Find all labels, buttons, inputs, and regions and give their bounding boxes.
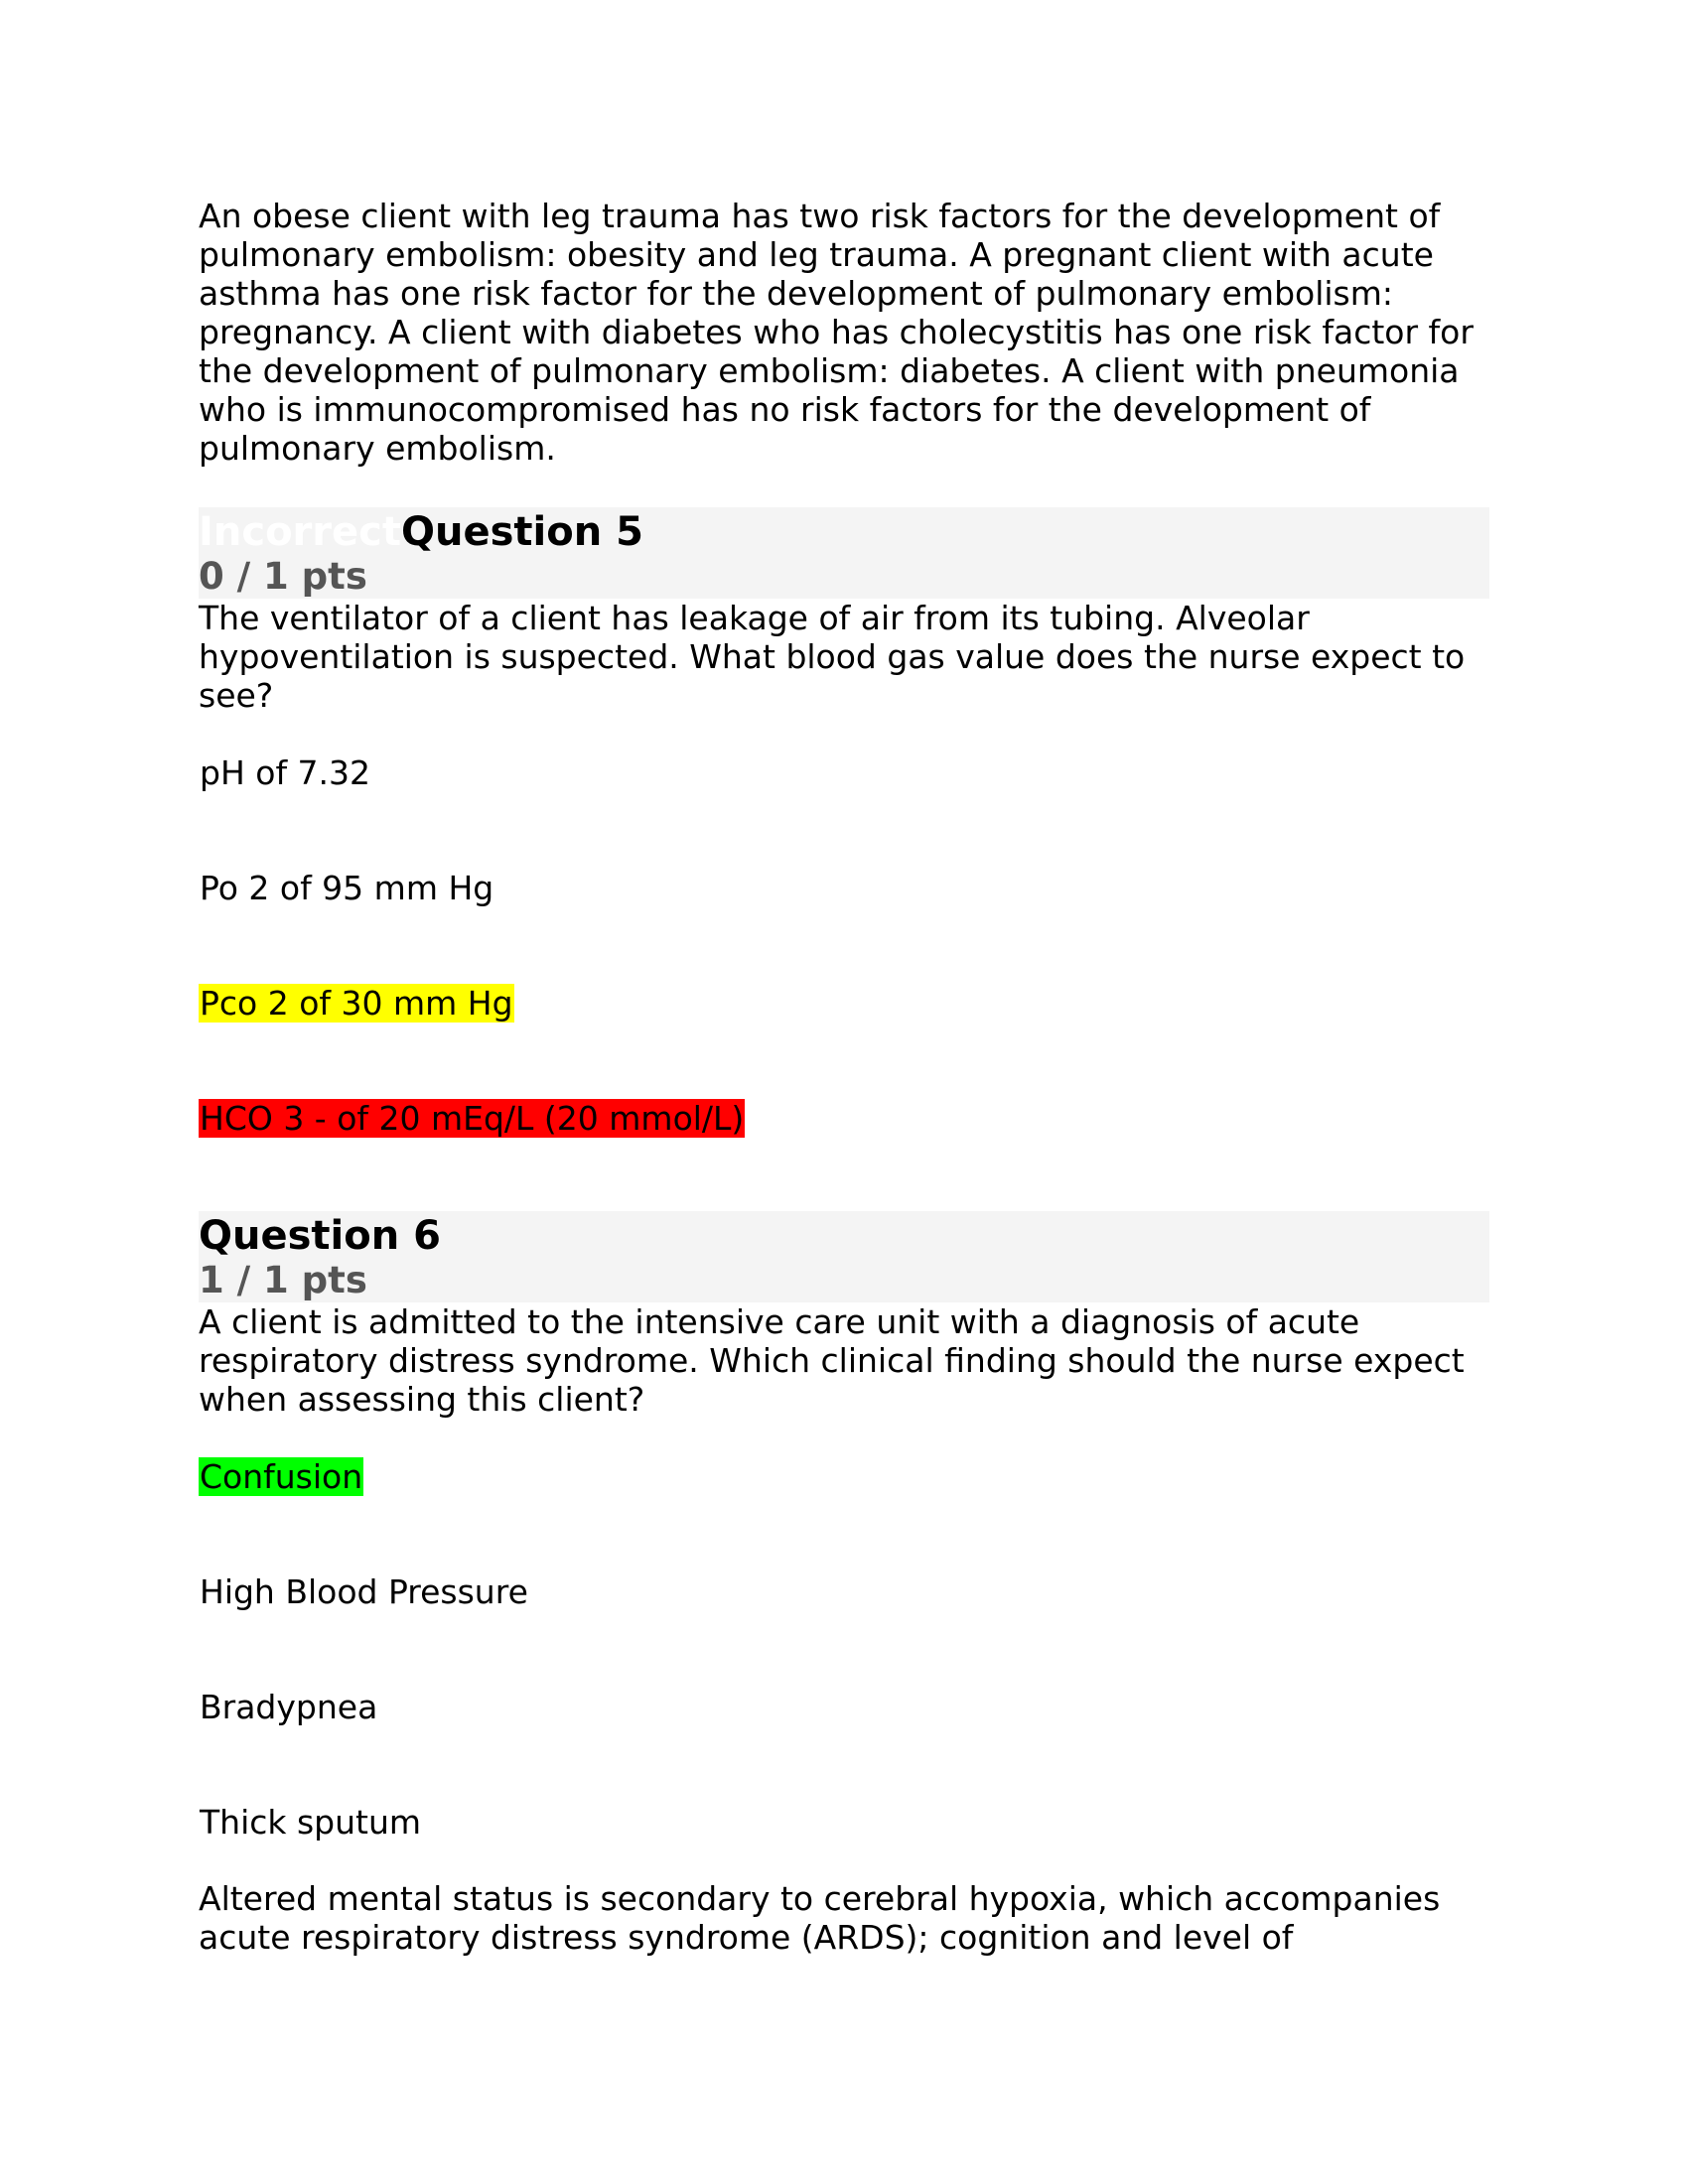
q5-answer-1[interactable]: pH of 7.32 bbox=[200, 753, 371, 792]
q6-answer-3[interactable]: Bradypnea bbox=[200, 1688, 378, 1726]
status-badge: Incorrect bbox=[199, 509, 401, 555]
q6-answer-4[interactable]: Thick sputum bbox=[200, 1803, 422, 1842]
question-6-header bbox=[199, 1211, 1489, 1302]
question-5-prompt: The ventilator of a client has leakage of air from its tubing. Alveolar hypoventilation is suspected. What blood gas value does the nurse expect to see? bbox=[199, 599, 1466, 715]
intro-paragraph: An obese client with leg trauma has two risk factors for the development of pulmonary embolism: obesity and leg trauma. A pregnant client with acute asthma has one risk factor for the development of pulmonary embolism: pregnancy. A client with diabetes who has cholecystitis has one risk factor for the development of pulmonary embolism: diabetes. A client with pneumonia who is immunocompromised has no risk factors for the development of pulmonary embolism. bbox=[199, 197, 1474, 468]
q6-answer-2[interactable]: High Blood Pressure bbox=[200, 1572, 528, 1611]
q5-answer-3[interactable]: Pco 2 of 30 mm Hg bbox=[200, 984, 513, 1023]
question-5-pts: 0 / 1 pts bbox=[199, 555, 367, 598]
q5-answer-4[interactable]: HCO 3 - of 20 mEq/L (20 mmol/L) bbox=[200, 1099, 745, 1138]
question-6-pts: 1 / 1 pts bbox=[199, 1259, 367, 1301]
q6-answer-1[interactable]: Confusion bbox=[200, 1457, 363, 1496]
q5-answer-2[interactable]: Po 2 of 95 mm Hg bbox=[200, 869, 494, 907]
question-6-title: Question 6 bbox=[199, 1213, 441, 1259]
question-6-prompt: A client is admitted to the intensive care unit with a diagnosis of acute respiratory distress syndrome. Which clinical finding should the nurse expect when assessing this client? bbox=[199, 1302, 1465, 1419]
document-page bbox=[199, 197, 1489, 1957]
question-5-title: Question 5 bbox=[400, 509, 643, 555]
question-6-explanation: Altered mental status is secondary to cerebral hypoxia, which accompanies acute respiratory distress syndrome (ARDS); cognition and level of bbox=[199, 1879, 1441, 1957]
question-5-header bbox=[199, 507, 1489, 599]
